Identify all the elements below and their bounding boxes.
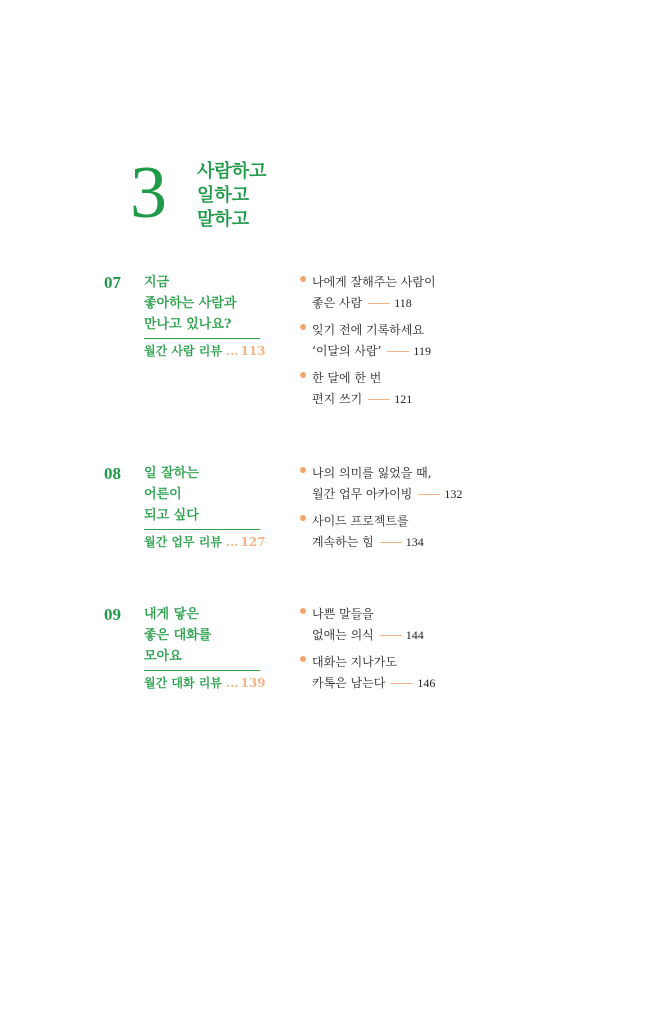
bullet-dot-icon (300, 467, 306, 473)
bullet-dot-icon (300, 372, 306, 378)
page-number: 132 (444, 487, 463, 501)
review-divider (144, 529, 260, 530)
part-title-line: 말하고 (197, 209, 250, 230)
review-leader: ... (225, 535, 239, 549)
section-title-line: 한 달에 한 번 (312, 371, 382, 385)
page-number: 134 (405, 535, 424, 549)
page-number: 119 (413, 344, 431, 358)
part-title-line: 사람하고 (197, 161, 267, 182)
part-number: 3 (130, 152, 167, 234)
chapter-title-line: 어른이 (144, 487, 182, 502)
bullet-dot-icon (300, 515, 306, 521)
chapter-title[interactable] (144, 463, 199, 526)
monthly-review-link[interactable] (144, 675, 266, 691)
section-title-line: 나쁜 말들을 (312, 607, 374, 621)
section-title-line: 대화는 지나가도 (312, 655, 397, 669)
section-title-line: 계속하는 힘 (312, 535, 374, 549)
chapter-title-line: 좋은 대화를 (144, 628, 212, 643)
page-leader (368, 399, 390, 400)
chapter-number: 07 (104, 273, 121, 292)
page-leader (368, 303, 390, 304)
page-leader (418, 494, 440, 495)
review-page: 113 (240, 344, 266, 358)
section-title-line: 월간 업무 아카이빙 (312, 487, 413, 501)
chapter-title[interactable] (144, 604, 211, 667)
page-number: 146 (417, 676, 436, 690)
section-title-line: 좋은 사람 (312, 296, 363, 310)
review-page: 127 (240, 535, 266, 549)
bullet-dot-icon (300, 608, 306, 614)
section-entry[interactable] (300, 511, 462, 553)
chapter-title-line: 내게 닿은 (144, 607, 199, 622)
chapter-title-line: 되고 싶다 (144, 508, 199, 523)
review-divider (144, 338, 260, 339)
bullet-dot-icon (300, 276, 306, 282)
section-entry[interactable] (300, 652, 435, 694)
page-leader (380, 635, 402, 636)
review-label: 월간 대화 리뷰 (144, 676, 222, 690)
page-leader (387, 351, 409, 352)
chapter-title-line: 지금 (144, 275, 170, 290)
section-list (300, 272, 436, 416)
review-label: 월간 업무 리뷰 (144, 535, 222, 549)
review-divider (144, 670, 260, 671)
bullet-dot-icon (300, 324, 306, 330)
chapter-title-line: 일 잘하는 (144, 466, 199, 481)
page-leader (391, 683, 413, 684)
review-label: 월간 사람 리뷰 (144, 344, 222, 358)
chapter-title-line: 좋아하는 사람과 (144, 296, 237, 311)
review-page: 139 (240, 676, 266, 690)
section-title-line: 카톡은 남는다 (312, 676, 386, 690)
review-leader: ... (225, 344, 239, 358)
page-number: 121 (394, 392, 413, 406)
section-title-line: 편지 쓰기 (312, 392, 363, 406)
chapter-number: 09 (104, 605, 121, 624)
section-entry[interactable] (300, 320, 436, 362)
section-title-line: 없애는 의식 (312, 628, 374, 642)
bullet-dot-icon (300, 656, 306, 662)
section-entry[interactable] (300, 604, 435, 646)
section-title-line: 사이드 프로젝트를 (312, 514, 409, 528)
monthly-review-link[interactable] (144, 343, 266, 359)
section-title-line: 나에게 잘해주는 사람이 (312, 275, 436, 289)
chapter-number: 08 (104, 464, 121, 483)
part-title-line: 일하고 (197, 185, 250, 206)
section-list (300, 463, 462, 559)
section-title-line: 잊기 전에 기록하세요 (312, 323, 424, 337)
section-title-line: 나의 의미를 잃었을 때, (312, 466, 432, 480)
page-leader (380, 542, 402, 543)
section-title-line: ‘이달의 사람’ (312, 344, 382, 358)
section-entry[interactable] (300, 368, 436, 410)
page-number: 144 (405, 628, 424, 642)
review-leader: ... (225, 676, 239, 690)
section-entry[interactable] (300, 463, 462, 505)
chapter-title[interactable] (144, 272, 236, 335)
monthly-review-link[interactable] (144, 534, 266, 550)
section-entry[interactable] (300, 272, 436, 314)
page-number: 118 (394, 296, 412, 310)
part-title (197, 160, 267, 232)
section-list (300, 604, 435, 700)
chapter-title-line: 모아요 (144, 649, 182, 664)
chapter-title-line: 만나고 있나요? (144, 317, 232, 332)
